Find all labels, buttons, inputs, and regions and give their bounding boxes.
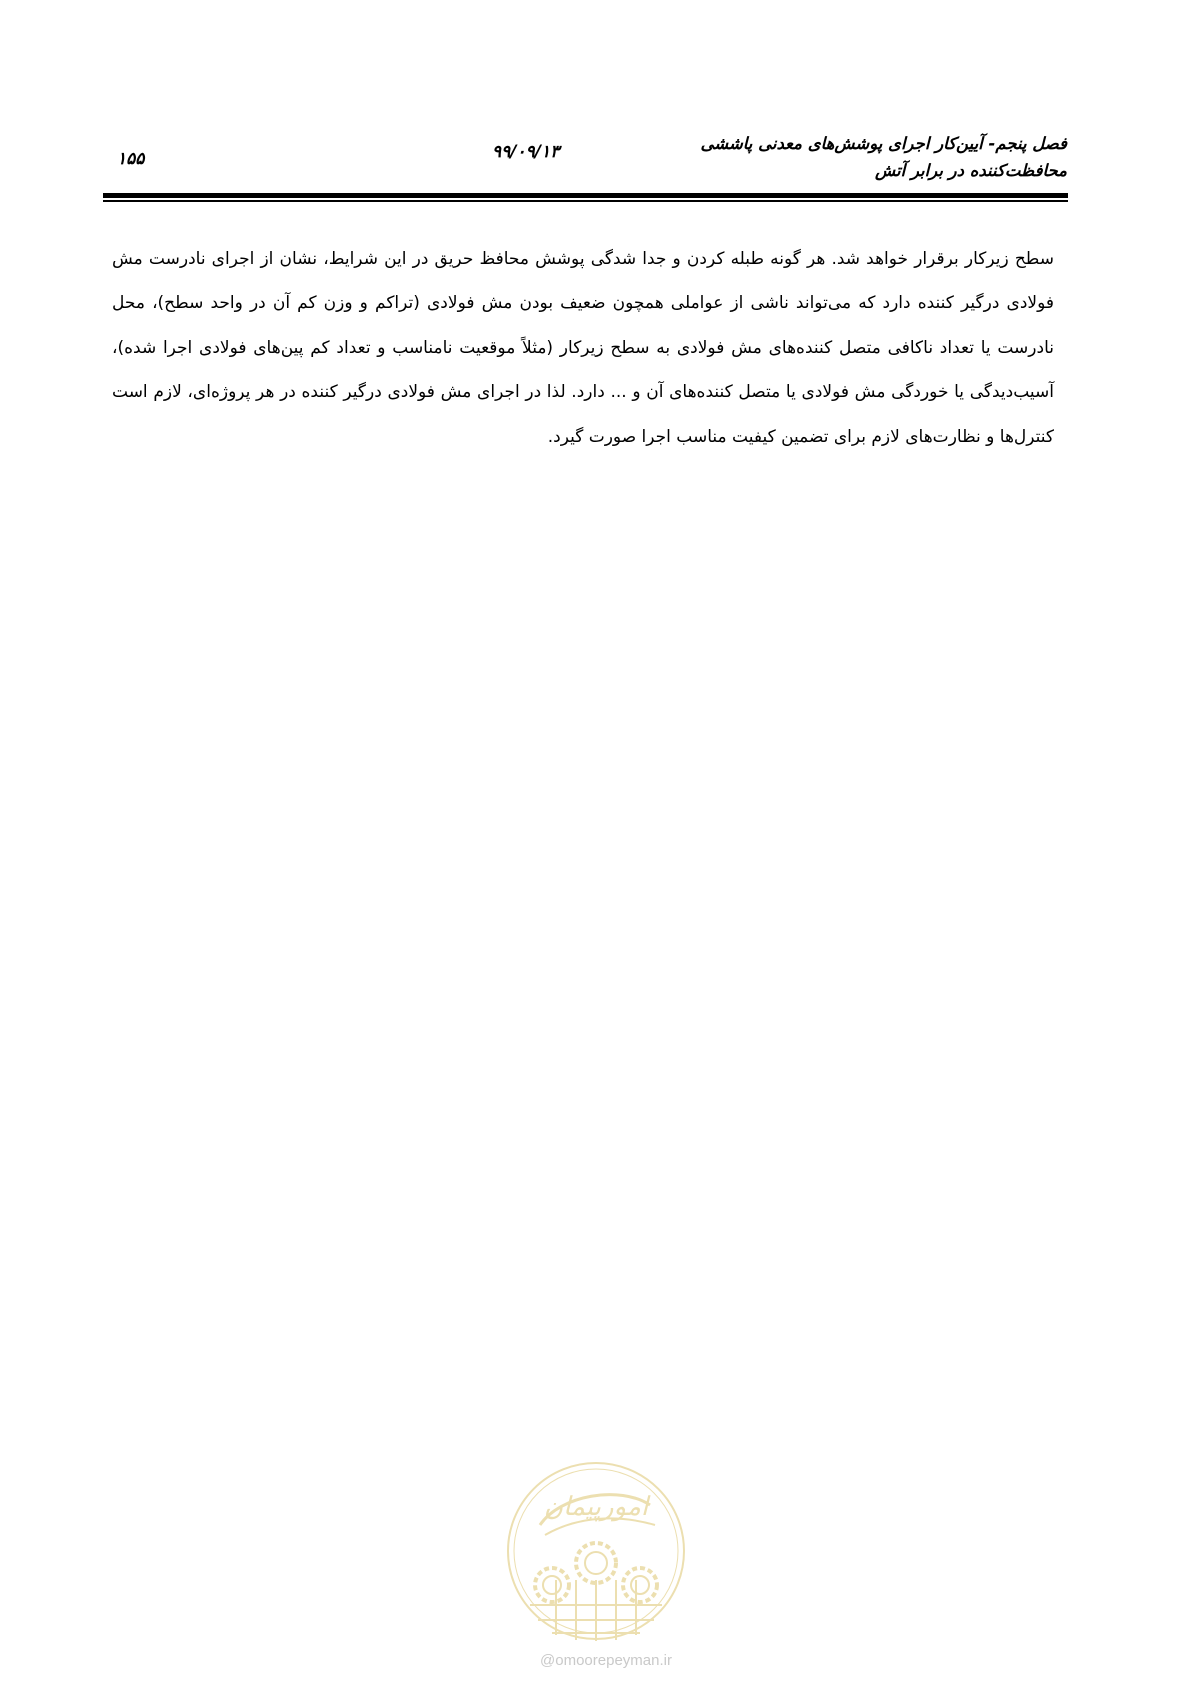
watermark-url: @omoorepeyman.ir [540, 1652, 672, 1669]
logo-calligraphy: امورپیمان [543, 1492, 649, 1522]
header-date: ۹۹/۰۹/۱۳ [492, 142, 560, 162]
chapter-title-line2: محافظت‌کننده در برابر آتش [875, 161, 1067, 180]
header-rule-thin [103, 200, 1068, 202]
omoorepeyman-logo-watermark [500, 1455, 692, 1647]
header-rule-thick [103, 193, 1068, 198]
page-number: ۱۵۵ [117, 149, 145, 169]
chapter-title-line1: فصل پنجم- آیین‌کار اجرای پوشش‌های معدنی پاششی [700, 134, 1067, 153]
body-paragraph: سطح زیرکار برقرار خواهد شد. هر گونه طبله کردن و جدا شدگی پوشش محافظ حریق در این شرایط، نشان از اجرای نادرست مش فولادی درگیر کننده دارد که می‌تواند ناشی از عواملی همچون ضعیف بودن مش فولادی (تراکم و وزن کم آن در واحد سطح)، محل نادرست یا تعداد ناکافی متصل کننده‌های مش فولادی به سطح زیرکار (مثلاً موقعیت نامناسب و تعداد کم پین‌های فولادی اجرا شده)، آسیب‌دیدگی یا خوردگی مش فولادی یا متصل کننده‌های آن و ... دارد. لذا در اجرای مش فولادی درگیر کننده در هر پروژه‌ای، لازم است کنترل‌ها و نظارت‌های لازم برای تضمین کیفیت مناسب اجرا صورت گیرد. [112, 249, 1054, 447]
chapter-title [547, 130, 1067, 184]
page-header [0, 0, 1191, 210]
